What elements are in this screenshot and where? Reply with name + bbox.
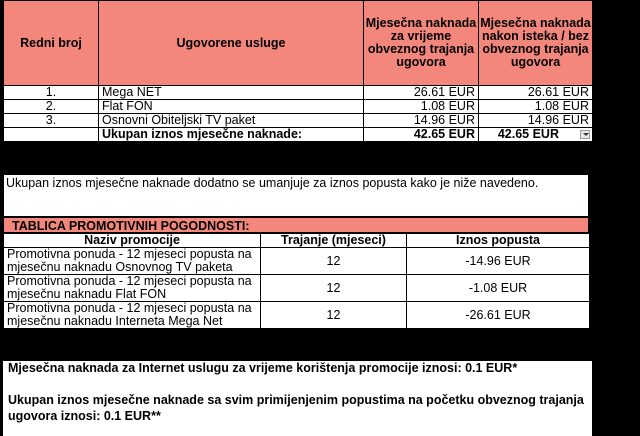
total-fee-after: 42.65 EUR [497, 127, 559, 141]
promo-discount: -26.61 EUR [407, 302, 590, 329]
fee-after: 1.08 EUR [479, 100, 593, 114]
total-fee-summary: Ukupan iznos mjesečne naknade sa svim primijenjenim popustima na početku obveznog trajanja ugovora iznosi: 0.1 EUR** [8, 393, 584, 423]
promo-name: Promotivna ponuda - 12 mjeseci popusta na mjesečnu naknadu Flat FON [4, 275, 261, 302]
fee-during: 14.96 EUR [364, 114, 479, 128]
header-redni-broj: Redni broj [4, 1, 99, 86]
promo-name: Promotivna ponuda - 12 mjeseci popusta na mjesečnu naknadu Interneta Mega Net [4, 302, 261, 329]
service-name: Mega NET [99, 86, 364, 100]
header-naknada-vrijeme: Mjesečna naknada za vrijeme obveznog trajanja ugovora [364, 1, 479, 86]
contracted-services-table [3, 0, 593, 142]
service-name: Flat FON [99, 100, 364, 114]
total-fee-after-cell[interactable] [479, 128, 593, 142]
promotions-table [3, 233, 590, 329]
internet-fee-summary: Mjesečna naknada za Internet uslugu za vrijeme korištenja promocije iznosi: 0.1 EUR* [8, 361, 518, 375]
table-row [4, 248, 590, 275]
header-naknada-nakon: Mjesečna naknada nakon isteka / bez obveznog trajanja ugovora [479, 1, 593, 86]
promo-discount: -14.96 EUR [407, 248, 590, 275]
promo-duration: 12 [261, 275, 407, 302]
promo-name: Promotivna ponuda - 12 mjeseci popusta na mjesečnu naknadu Osnovnog TV paketa [4, 248, 261, 275]
table-row [4, 302, 590, 329]
dropdown-arrow-icon[interactable] [580, 130, 590, 139]
row-number: 1. [4, 86, 99, 100]
table-row [4, 114, 593, 128]
header-promo-discount: Iznos popusta [407, 234, 590, 248]
total-label: Ukupan iznos mjesečne naknade: [99, 128, 364, 142]
fee-during: 26.61 EUR [364, 86, 479, 100]
table-row [4, 86, 593, 100]
total-empty-cell [4, 128, 99, 142]
promo-duration: 12 [261, 248, 407, 275]
service-name: Osnovni Obiteljski TV paket [99, 114, 364, 128]
discount-note: Ukupan iznos mjesečne naknade dodatno se umanjuje za iznos popusta kako je niže navedeno. [3, 174, 589, 217]
fee-during: 1.08 EUR [364, 100, 479, 114]
total-fee-during: 42.65 EUR [364, 128, 479, 142]
promo-table-title: TABLICA PROMOTIVNIH POGODNOSTI: [3, 217, 589, 233]
promo-discount: -1.08 EUR [407, 275, 590, 302]
promo-duration: 12 [261, 302, 407, 329]
header-promo-name: Naziv promocije [4, 234, 261, 248]
fee-after: 14.96 EUR [479, 114, 593, 128]
table-row [4, 100, 593, 114]
total-row [4, 128, 593, 142]
header-ugovorene-usluge: Ugovorene usluge [99, 1, 364, 86]
header-promo-duration: Trajanje (mjeseci) [261, 234, 407, 248]
fee-after: 26.61 EUR [479, 86, 593, 100]
row-number: 2. [4, 100, 99, 114]
table-row [4, 275, 590, 302]
row-number: 3. [4, 114, 99, 128]
